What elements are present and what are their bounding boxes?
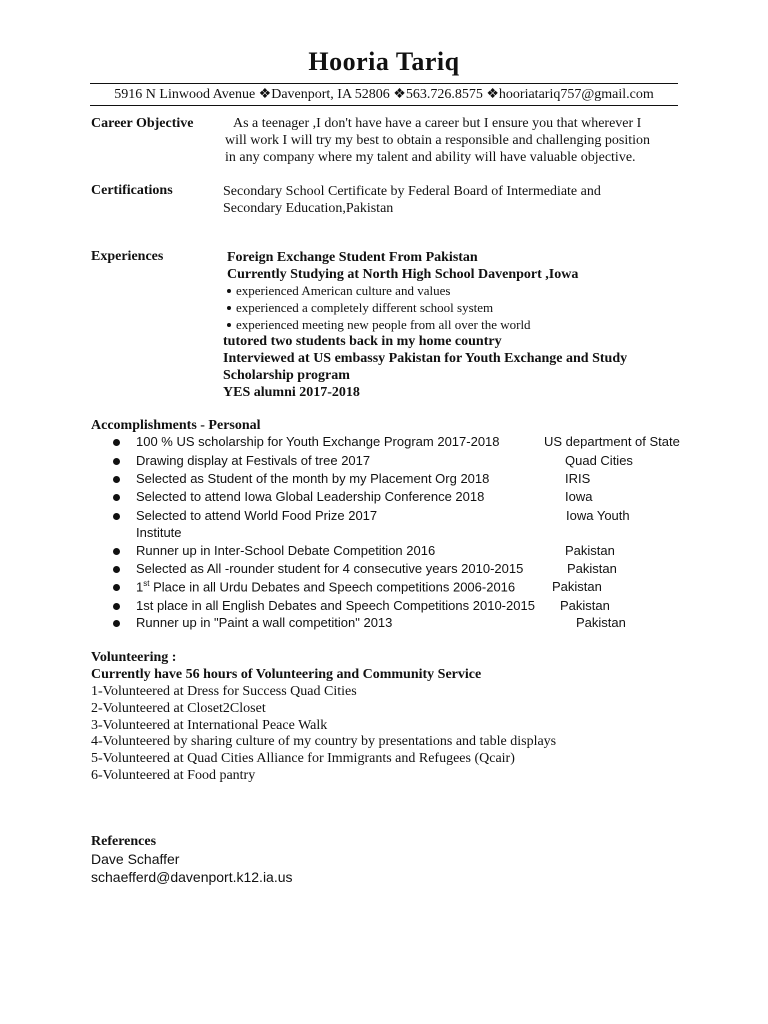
bullet-icon: [113, 476, 120, 483]
header-rule-bottom: [90, 105, 678, 106]
bullet-icon: [113, 548, 120, 555]
section-label-references: References: [91, 834, 157, 849]
volunteering-item: 4-Volunteered by sharing culture of my country by presentations and table displays: [91, 734, 557, 749]
bullet-icon: [113, 566, 120, 573]
bullet-icon: [227, 289, 231, 293]
accomplishment-org: Pakistan: [560, 598, 610, 613]
accomplishment-text: 1st place in all English Debates and Speech Competitions 2010-2015: [136, 598, 535, 613]
accomplishment-text: 100 % US scholarship for Youth Exchange Program 2017-2018: [136, 434, 500, 449]
contact-line: 5916 N Linwood Avenue ❖Davenport, IA 52806 ❖563.726.8575 ❖hooriatariq757@gmail.com: [114, 87, 654, 102]
accomplishment-text: Runner up in "Paint a wall competition" 2013: [136, 615, 393, 630]
accomplishment-org: IRIS: [565, 471, 591, 486]
bullet-icon: [113, 458, 120, 465]
accomplishment-org: Pakistan: [552, 579, 602, 594]
accomplishment-org: Pakistan: [576, 615, 626, 630]
section-label-accomplishments: Accomplishments - Personal: [91, 418, 261, 433]
accomplishment-org: Pakistan: [565, 543, 615, 558]
experience-title: Foreign Exchange Student From Pakistan: [227, 250, 478, 265]
experience-line: YES alumni 2017-2018: [223, 385, 360, 400]
volunteering-item: 6-Volunteered at Food pantry: [91, 768, 256, 783]
accomplishment-text: Drawing display at Festivals of tree 2017: [136, 453, 371, 468]
objective-line: in any company where my talent and ability will have valuable objective.: [225, 150, 636, 165]
accomplishment-org: Pakistan: [567, 561, 617, 576]
reference-name: Dave Schaffer: [91, 851, 180, 867]
accomplishment-text: 1st Place in all Urdu Debates and Speech competitions 2006-2016: [136, 579, 516, 595]
accomplishment-org: US department of State: [544, 434, 680, 449]
volunteering-item: 5-Volunteered at Quad Cities Alliance for Immigrants and Refugees (Qcair): [91, 751, 515, 766]
section-label-objective: Career Objective: [91, 116, 194, 131]
experience-line: Scholarship program: [223, 368, 350, 383]
bullet-icon: [227, 306, 231, 310]
bullet-icon: [113, 620, 120, 627]
objective-line: will work I will try my best to obtain a responsible and challenging position: [225, 133, 650, 148]
resume-name: Hooria Tariq: [308, 47, 460, 76]
bullet-icon: [113, 513, 120, 520]
accomplishment-org: Iowa Youth: [566, 508, 630, 523]
experience-bullet: experienced meeting new people from all over the world: [227, 317, 531, 333]
accomplishment-org-continued: Institute: [136, 525, 182, 540]
certification-line: Secondary Education,Pakistan: [223, 201, 394, 216]
reference-email: schaefferd@davenport.k12.ia.us: [91, 869, 293, 885]
accomplishment-org: Iowa: [565, 489, 593, 504]
volunteering-item: 3-Volunteered at International Peace Walk: [91, 718, 328, 733]
accomplishment-text: Selected as All -rounder student for 4 consecutive years 2010-2015: [136, 561, 524, 576]
experience-bullet: experienced a completely different school system: [227, 300, 493, 316]
bullet-icon: [113, 439, 120, 446]
header-rule-top: [90, 83, 678, 84]
section-label-volunteering: Volunteering :: [91, 650, 177, 665]
certification-line: Secondary School Certificate by Federal Board of Intermediate and: [223, 184, 601, 199]
section-label-certifications: Certifications: [91, 183, 173, 198]
volunteering-item: 1-Volunteered at Dress for Success Quad Cities: [91, 684, 357, 699]
experience-bullet: experienced American culture and values: [227, 283, 450, 299]
accomplishment-text: Selected to attend Iowa Global Leadership Conference 2018: [136, 489, 485, 504]
accomplishment-text: Runner up in Inter-School Debate Competition 2016: [136, 543, 436, 558]
bullet-icon: [113, 584, 120, 591]
objective-line: As a teenager ,I don't have have a career but I ensure you that wherever I: [233, 116, 642, 131]
bullet-icon: [113, 603, 120, 610]
section-label-experiences: Experiences: [91, 249, 164, 264]
experience-line: Interviewed at US embassy Pakistan for Youth Exchange and Study: [223, 351, 628, 366]
volunteering-item: 2-Volunteered at Closet2Closet: [91, 701, 266, 716]
experience-line: tutored two students back in my home country: [223, 334, 502, 349]
bullet-icon: [113, 494, 120, 501]
accomplishment-text: Selected as Student of the month by my Placement Org 2018: [136, 471, 490, 486]
accomplishment-org: Quad Cities: [565, 453, 633, 468]
volunteering-summary: Currently have 56 hours of Volunteering and Community Service: [91, 667, 482, 682]
experience-title: Currently Studying at North High School Davenport ,Iowa: [227, 267, 579, 282]
bullet-icon: [227, 323, 231, 327]
accomplishment-text: Selected to attend World Food Prize 2017: [136, 508, 378, 523]
